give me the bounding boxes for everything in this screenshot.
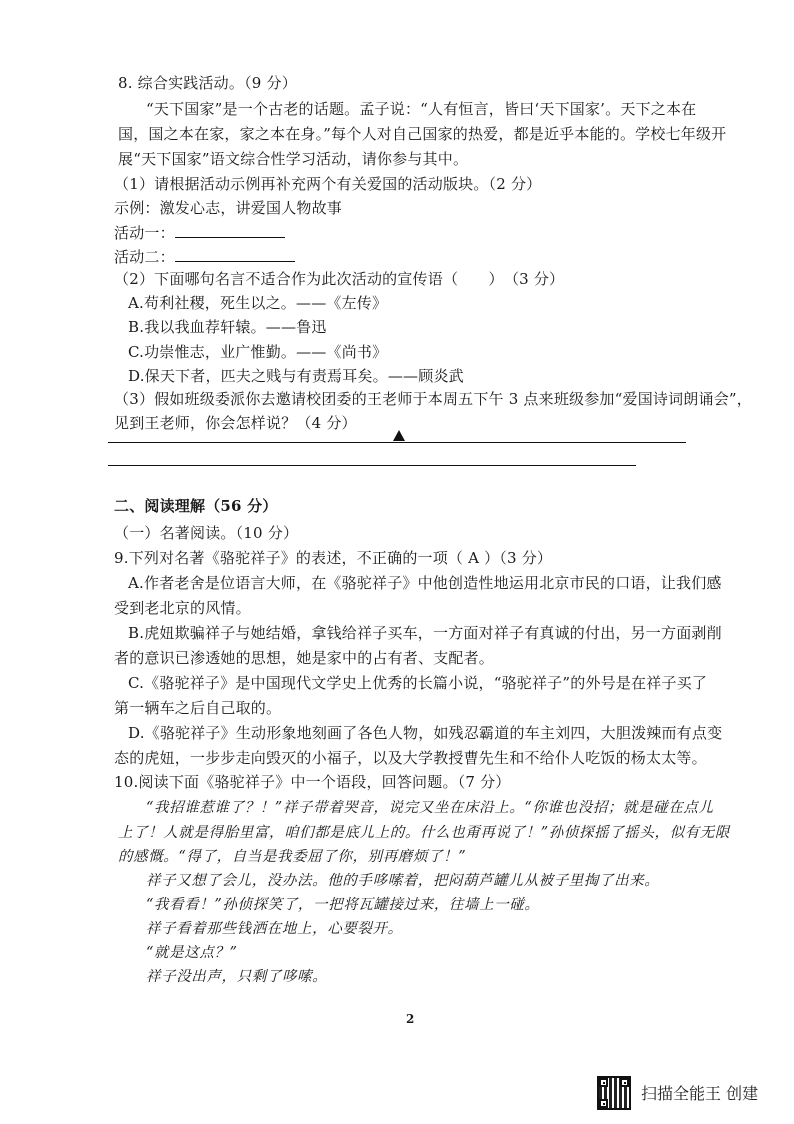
q10-passage-line-3: 的感慨。“得了，自当是我委屈了你，别再磨烦了！” xyxy=(118,849,467,865)
q9-option-c-line-2: 第一辆车之后自己取的。 xyxy=(114,699,282,717)
q9-option-b-line-2: 者的意识已渗透她的思想，她是家中的占有者、支配者。 xyxy=(114,649,495,667)
q8-example: 示例：激发心志，讲爱国人物故事 xyxy=(114,199,343,217)
q8-activity1-label: 活动一： xyxy=(114,224,175,242)
answer-line-2[interactable] xyxy=(108,465,636,466)
q10-title: 10.阅读下面《骆驼祥子》中一个语段，回答问题。（7 分） xyxy=(114,773,511,791)
q8-activity2-row xyxy=(114,245,295,268)
page-number: 2 xyxy=(406,1012,415,1026)
answer-line-1[interactable] xyxy=(108,442,686,443)
triangle-marker-icon xyxy=(393,430,405,441)
q8-option-c: C.功崇惟志，业广惟勤。——《尚书》 xyxy=(128,343,388,361)
q8-intro-line-1: “天下国家”是一个古老的话题。孟子说：“人有恒言，皆曰‘天下国家’。天下之本在 xyxy=(146,100,697,118)
q9-option-c-line-1: C.《骆驼祥子》是中国现代文学史上优秀的长篇小说，“骆驼祥子”的外号是在祥子买了 xyxy=(128,674,708,692)
section2-part1: （一）名著阅读。（10 分） xyxy=(114,524,299,542)
q10-passage-line-7: “就是这点？” xyxy=(146,945,238,961)
qr-code-icon xyxy=(597,1076,631,1110)
q10-passage-line-8: 祥子没出声，只剩了哆嗦。 xyxy=(146,969,328,985)
q8-sub3-line-1: （3）假如班级委派你去邀请校团委的王老师于本周五下午 3 点来班级参加“爱国诗词朗诵会”， xyxy=(114,390,752,408)
q10-passage-line-5: “我看看！”孙侦探笑了，一把将瓦罐接过来，往墙上一碰。 xyxy=(146,897,540,913)
q8-title: 8. 综合实践活动。（9 分） xyxy=(118,74,297,92)
q10-passage-line-1: “我招谁惹谁了？！”祥子带着哭音，说完又坐在床沿上。“你谁也没招；就是碰在点儿 xyxy=(146,800,714,816)
q8-option-a: A.苟利社稷，死生以之。——《左传》 xyxy=(128,294,388,312)
q8-activity2-blank[interactable] xyxy=(175,245,295,262)
q9-option-d-line-2: 态的虎妞，一步步走向毁灭的小福子，以及大学教授曹先生和不给仆人吃饭的杨太太等。 xyxy=(114,749,707,767)
q8-intro-line-3: 展“天下国家”语文综合性学习活动，请你参与其中。 xyxy=(118,150,469,168)
q10-passage-line-4: 祥子又想了会儿，没办法。他的手哆嗦着，把闷葫芦罐儿从被子里掏了出来。 xyxy=(146,873,660,889)
q8-sub2: （2）下面哪句名言不适合作为此次活动的宣传语（ ） （3 分） xyxy=(114,270,565,288)
q8-option-b: B.我以我血荐轩辕。——鲁迅 xyxy=(128,318,327,336)
q9-option-b-line-1: B.虎妞欺骗祥子与她结婚，拿钱给祥子买车，一方面对祥子有真诚的付出，另一方面剥削 xyxy=(128,624,722,642)
q8-activity2-label: 活动二： xyxy=(114,248,175,266)
q10-passage-line-2: 上了！人就是得胎里富，咱们都是底儿上的。什么也甭再说了！”孙侦探摇了摇头，似有无限 xyxy=(118,825,731,841)
q10-passage-line-6: 祥子看着那些钱洒在地上，心要裂开。 xyxy=(146,921,403,937)
q8-sub3-line-2: 见到王老师，你会怎样说？（4 分） xyxy=(114,414,357,432)
q8-sub1: （1）请根据活动示例再补充两个有关爱国的活动版块。（2 分） xyxy=(114,175,542,193)
scanner-watermark: 扫描全能王 创建 xyxy=(641,1084,759,1103)
q8-activity1-blank[interactable] xyxy=(175,221,285,238)
q8-intro-line-2: 国，国之本在家，家之本在身。”每个人对自己国家的热爱，都是近乎本能的。学校七年级开 xyxy=(118,125,727,143)
q9-option-a-line-2: 受到老北京的风情。 xyxy=(114,599,251,617)
section2-title: 二、阅读理解（56 分） xyxy=(114,497,278,515)
q9-option-d-line-1: D.《骆驼祥子》生动形象地刻画了各色人物，如残忍霸道的车主刘四，大胆泼辣而有点变 xyxy=(128,724,723,742)
q8-option-d: D.保天下者，匹夫之贱与有责焉耳矣。——顾炎武 xyxy=(128,367,464,385)
q8-activity1-row xyxy=(114,221,285,244)
q9-title: 9.下列对名著《骆驼祥子》的表述，不正确的一项（ A ）（3 分） xyxy=(114,549,553,567)
q9-option-a-line-1: A.作者老舍是位语言大师，在《骆驼祥子》中他创造性地运用北京市民的口语，让我们感 xyxy=(128,574,722,592)
